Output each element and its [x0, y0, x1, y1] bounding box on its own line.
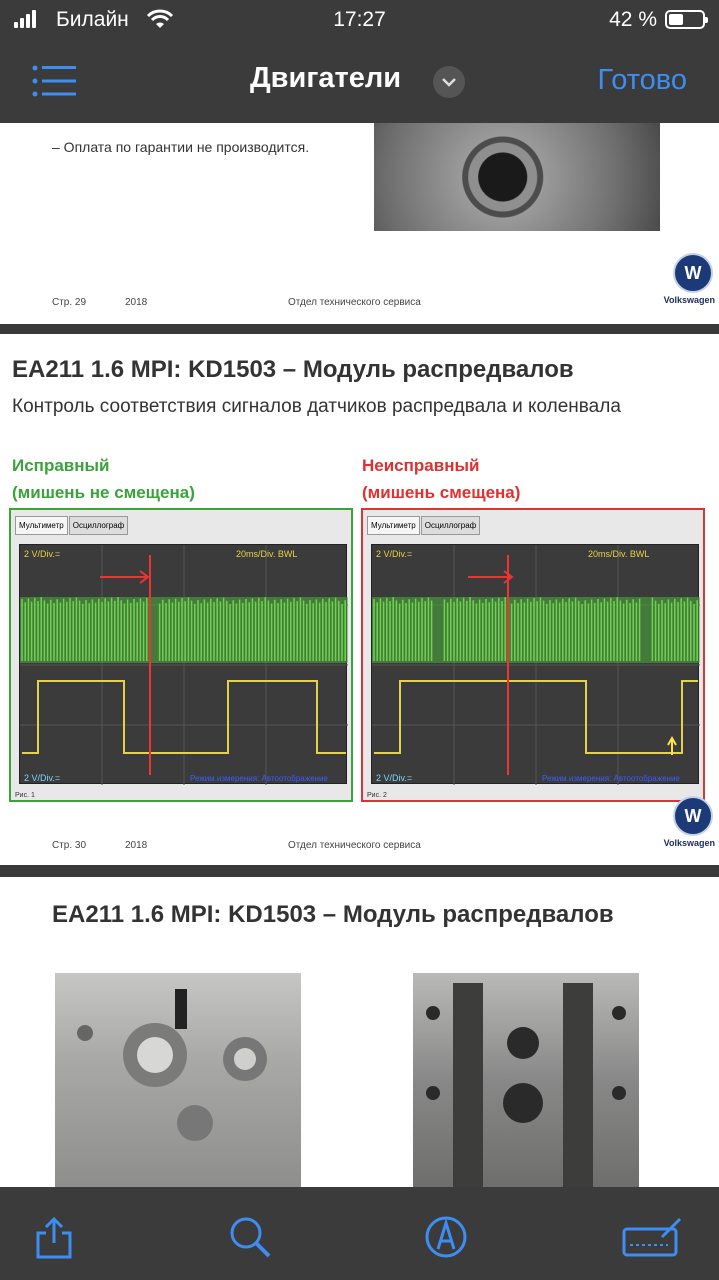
camshaft-module-photo-top: [55, 973, 301, 1187]
bullet-text: – Оплата по гарантии не производится.: [52, 139, 310, 155]
tab-oscilloscope: Осциллограф: [421, 516, 481, 535]
bad-label-line1: Неисправный: [362, 456, 480, 475]
mode-label: Режим измерения: Автоотображение: [190, 774, 328, 783]
oscillogram-good: [19, 544, 347, 784]
page-title: EA211 1.6 MPI: KD1503 – Модуль распредвалов: [52, 901, 614, 928]
signature-icon[interactable]: [620, 1215, 684, 1259]
scale-top-label: 2 V/Div.=: [376, 549, 413, 559]
good-label-line1: Исправный: [12, 456, 110, 475]
engine-part-photo: [374, 123, 660, 231]
figure-caption: Рис. 1: [15, 792, 35, 799]
bottom-toolbar: [0, 1187, 719, 1280]
tab-multimeter: Мультиметр: [367, 516, 420, 535]
scale-bottom-label: 2 V/Div.=: [24, 773, 61, 783]
top-bar: [0, 0, 719, 123]
carrier-name: Билайн: [56, 8, 129, 31]
battery-icon: [665, 10, 705, 29]
scale-top-label: 2 V/Div.=: [24, 549, 61, 559]
share-icon[interactable]: [32, 1215, 76, 1259]
page-subtitle: Контроль соответствия сигналов датчиков распредвала и коленвала: [12, 396, 621, 417]
tab-oscilloscope: Осциллограф: [69, 516, 129, 535]
pdf-page-31: [0, 877, 719, 1187]
pdf-page-29: [0, 123, 719, 324]
scope-good-frame: [9, 508, 353, 802]
footer-year: 2018: [125, 840, 148, 851]
good-label: [12, 452, 195, 506]
camshaft-module-photo-bottom: [413, 973, 639, 1187]
clock: 17:27: [333, 8, 386, 31]
footer-department: Отдел технического сервиса: [288, 840, 421, 851]
bad-label: [362, 452, 520, 506]
figure-caption: Рис. 2: [367, 792, 387, 799]
list-menu-icon[interactable]: [32, 64, 78, 98]
markup-pen-icon[interactable]: [424, 1215, 468, 1259]
tab-multimeter: Мультиметр: [15, 516, 68, 535]
oscillogram-bad: [371, 544, 699, 784]
page-title: EA211 1.6 MPI: KD1503 – Модуль распредвалов: [12, 356, 574, 383]
footer-year: 2018: [125, 297, 148, 308]
good-label-line2: (мишень не смещена): [12, 483, 195, 502]
oscillogram-bad-plot: [372, 545, 700, 785]
scope-bad-frame: [361, 508, 705, 802]
scale-bottom-label: 2 V/Div.=: [376, 773, 413, 783]
oscillogram-good-plot: [20, 545, 348, 785]
bad-label-line2: (мишень смещена): [362, 483, 521, 502]
scale-time-label: 20ms/Div. BWL: [588, 549, 650, 559]
vw-logo-icon: W: [673, 796, 713, 836]
document-title[interactable]: Двигатели: [250, 62, 402, 94]
status-bar: [0, 0, 719, 40]
pdf-page-30: [0, 334, 719, 865]
vw-logo-icon: W: [673, 253, 713, 293]
scale-time-label: 20ms/Div. BWL: [236, 549, 298, 559]
scope-tabs: [15, 516, 129, 535]
brand-name: Volkswagen: [663, 838, 715, 848]
footer-department: Отдел технического сервиса: [288, 297, 421, 308]
battery-percent: 42 %: [609, 8, 657, 31]
navigation-bar: [0, 50, 719, 114]
mode-label: Режим измерения: Автоотображение: [542, 774, 680, 783]
footer-page-number: Стр. 29: [52, 297, 87, 308]
scope-tabs: [367, 516, 481, 535]
footer-page-number: Стр. 30: [52, 840, 87, 851]
search-icon[interactable]: [228, 1215, 272, 1259]
chevron-down-icon[interactable]: [433, 66, 465, 98]
brand-name: Volkswagen: [663, 295, 715, 305]
done-button[interactable]: Готово: [597, 64, 687, 96]
